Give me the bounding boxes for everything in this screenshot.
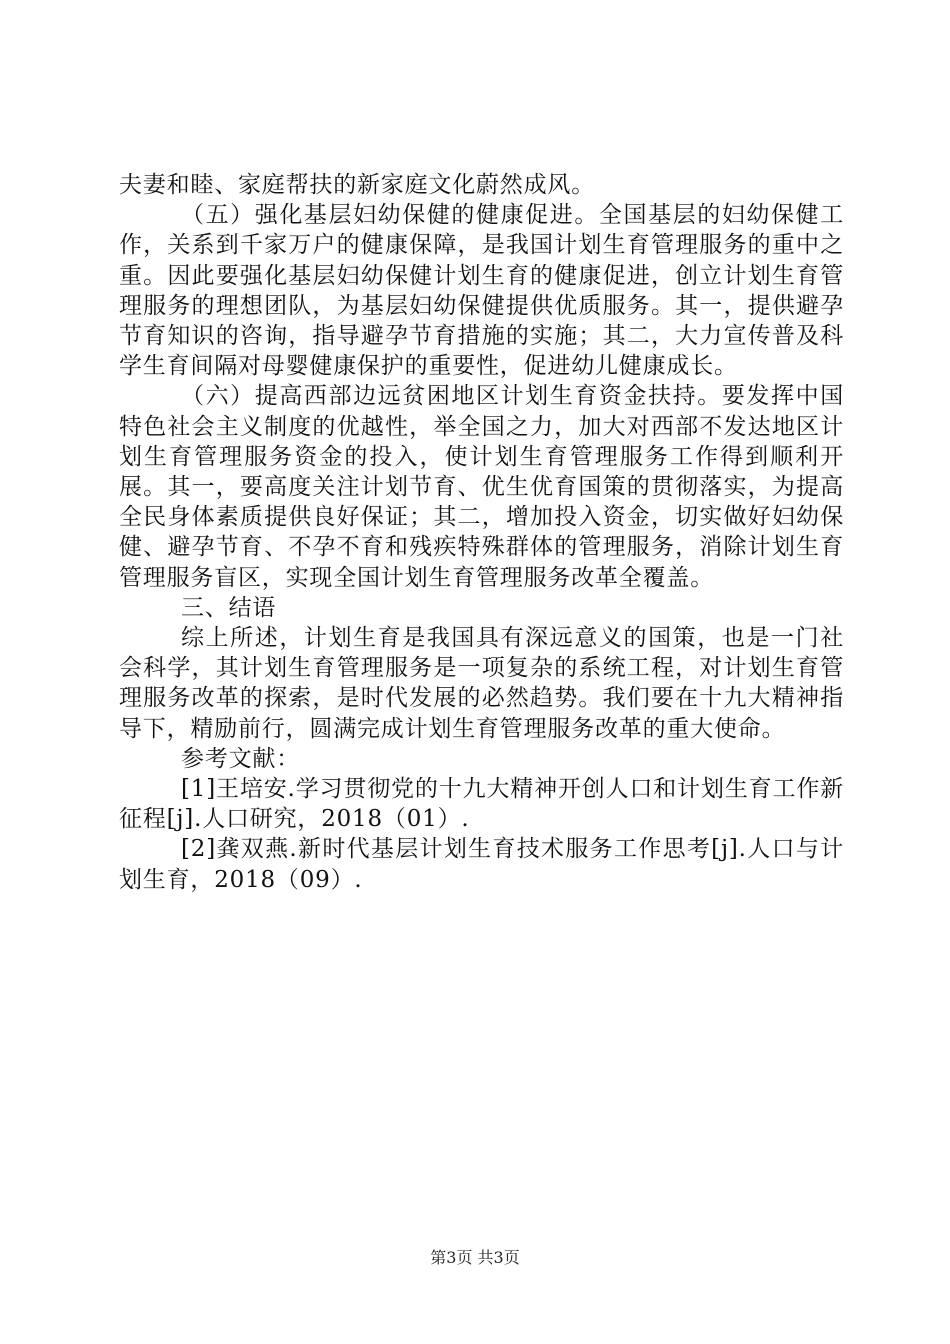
heading-conclusion: 三、结语 [181, 594, 277, 621]
body-text [119, 170, 844, 895]
reference-item-1: [1]王培安.学习贯彻党的十九大精神开创人口和计划生育工作新征程[j].人口研究，2018（01）. [119, 776, 844, 833]
heading-references: 参考文献： [181, 745, 300, 772]
paragraph-family-culture: 夫妻和睦、家庭帮扶的新家庭文化蔚然成风。 [119, 172, 595, 198]
paragraph-section-six: （六）提高西部边远贫困地区计划生育资金扶持。要发挥中国特色社会主义制度的优越性，举全国之力，加大对西部不发达地区计划生育管理服务资金的投入，使计划生育管理服务工作得到顺利开展。其一，要高度关注计划节育、优生优育国策的贯彻落实，为提高全民身体素质提供良好保证；其二，增加投入资金，切实做好妇幼保健、避孕节育、不孕不育和残疾特殊群体的管理服务，消除计划生育管理服务盲区，实现全国计划生育管理服务改革全覆盖。 [119, 383, 844, 591]
paragraph-section-five: （五）强化基层妇幼保健的健康促进。全国基层的妇幼保健工作，关系到千家万户的健康保障，是我国计划生育管理服务的重中之重。因此要强化基层妇幼保健计划生育的健康促进，创立计划生育管理服务的理想团队，为基层妇幼保健提供优质服务。其一，提供避孕节育知识的咨询，指导避孕节育措施的实施；其二，大力宣传普及科学生育间隔对母婴健康保护的重要性，促进幼儿健康成长。 [119, 202, 844, 380]
reference-item-2: [2]龚双燕.新时代基层计划生育技术服务工作思考[j].人口与计划生育，2018（09）. [119, 836, 844, 893]
paragraph-conclusion: 综上所述，计划生育是我国具有深远意义的国策，也是一门社会科学，其计划生育管理服务是一项复杂的系统工程，对计划生育管理服务改革的探索，是时代发展的必然趋势。我们要在十九大精神指导下，精励前行，圆满完成计划生育管理服务改革的重大使命。 [119, 625, 844, 742]
page-footer: 第3页 共3页 [430, 1248, 520, 1267]
